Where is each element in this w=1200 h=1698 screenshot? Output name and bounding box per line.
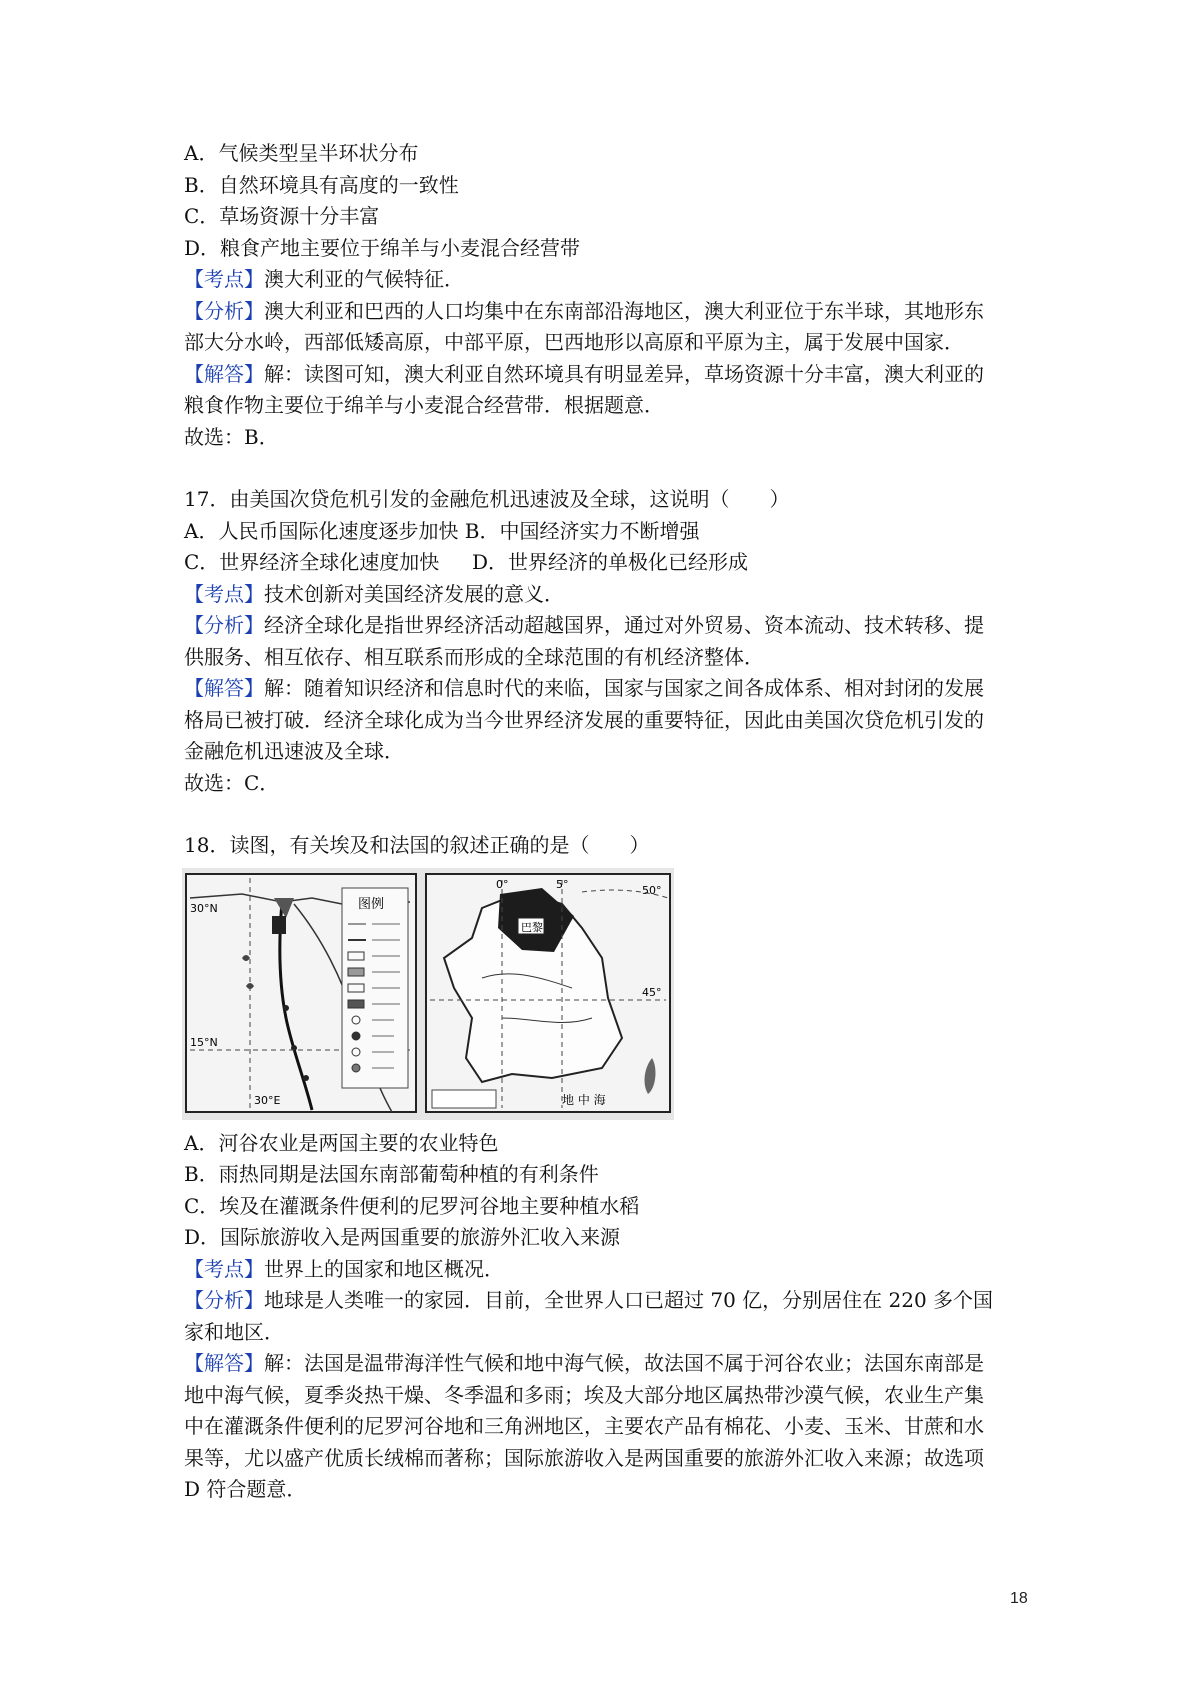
kaodian-tag: 【考点】 — [184, 267, 264, 291]
q16-jieda-cont: 粮食作物主要位于绵羊与小麦混合经营带．根据题意． — [184, 393, 664, 417]
jieda-tag: 【解答】 — [184, 676, 264, 700]
fenxi-text: 澳大利亚和巴西的人口均集中在东南部沿海地区，澳大利亚位于东半球，其地形东 — [264, 298, 984, 323]
q17-jieda-cont-2: 金融危机迅速波及全球． — [184, 739, 404, 763]
q16-jieda — [184, 359, 1064, 391]
france-map — [426, 874, 670, 1112]
q17-kaodian — [184, 579, 1064, 611]
q16-kaodian — [184, 264, 1064, 296]
jieda-text: 解：法国是温带海洋性气候和地中海气候，故法国不属于河谷农业；法国东南部是 — [264, 1351, 984, 1375]
q18-option-d: D．国际旅游收入是两国重要的旅游外汇收入来源 — [184, 1225, 621, 1249]
kaodian-text: 世界上的国家和地区概况． — [264, 1256, 504, 1281]
q16-fenxi-cont: 部大分水岭，西部低矮高原，中部平原，巴西地形以高原和平原为主，属于发展中国家． — [184, 330, 964, 354]
q17-options-ab: A．人民币国际化速度逐步加快 B．中国经济实力不断增强 — [184, 518, 700, 543]
map-image — [182, 868, 674, 1120]
q17-jieda — [184, 673, 1064, 705]
q18-option-c: C．埃及在灌溉条件便利的尼罗河谷地主要种植水稻 — [184, 1193, 640, 1218]
jieda-tag: 【解答】 — [184, 361, 264, 386]
mediterranean-label: 地 中 海 — [562, 1092, 606, 1107]
kaodian-tag: 【考点】 — [184, 581, 264, 606]
legend-title: 图例 — [358, 896, 385, 912]
lon-5-label: 5° — [556, 877, 569, 891]
q18-option-a: A．河谷农业是两国主要的农业特色 — [184, 1130, 499, 1155]
q18-kaodian — [184, 1254, 1064, 1286]
page-number: 18 — [1010, 1590, 1028, 1607]
lon-0-label: 0° — [496, 877, 509, 891]
lon-30e-label: 30°E — [254, 1093, 281, 1107]
q17-fenxi-cont: 供服务、相互依存、相互联系而形成的全球范围的有机经济整体． — [184, 644, 764, 669]
q17-options-cd: C．世界经济全球化速度加快 D．世界经济的单极化已经形成 — [184, 550, 749, 574]
q17-jieda-cont-1: 格局已被打破．经济全球化成为当今世界经济发展的重要特征，因此由美国次贷危机引发的 — [184, 707, 984, 732]
q18-fenxi — [184, 1285, 1064, 1317]
lat-50-label: 50° — [642, 883, 662, 897]
q18-jieda-cont-4: D 符合题意． — [184, 1477, 307, 1501]
q17-stem: 17．由美国次贷危机引发的金融危机迅速波及全球，这说明（ ） — [184, 487, 790, 511]
jieda-tag: 【解答】 — [184, 1351, 264, 1375]
q17-fenxi — [184, 610, 1064, 642]
fenxi-tag: 【分析】 — [184, 1288, 264, 1312]
egypt-france-map-figure — [182, 868, 674, 1120]
lat-30n-label: 30°N — [190, 901, 218, 915]
q16-answer: 故选：B． — [184, 424, 279, 449]
q17-answer: 故选：C． — [184, 770, 280, 795]
kaodian-tag: 【考点】 — [184, 1256, 264, 1281]
fenxi-tag: 【分析】 — [184, 613, 264, 637]
jieda-text: 解：随着知识经济和信息时代的来临，国家与国家之间各成体系、相对封闭的发展 — [264, 676, 984, 700]
document-body — [184, 138, 1064, 1506]
egypt-map — [186, 874, 416, 1112]
q16-option-c: C．草场资源十分丰富 — [184, 204, 380, 228]
paris-label: 巴黎 — [521, 920, 543, 934]
fenxi-text: 经济全球化是指世界经济活动超越国界，通过对外贸易、资本流动、技术转移、提 — [264, 613, 984, 637]
kaodian-text: 技术创新对美国经济发展的意义． — [264, 581, 564, 606]
jieda-text: 解：读图可知，澳大利亚自然环境具有明显差异，草场资源十分丰富，澳大利亚的 — [264, 361, 984, 386]
fenxi-tag: 【分析】 — [184, 298, 264, 323]
q18-jieda-cont-3: 果等，尤以盛产优质长绒棉而著称；国际旅游收入是两国重要的旅游外汇收入来源；故选项 — [184, 1445, 984, 1470]
q18-stem: 18．读图，有关埃及和法国的叙述正确的是（ ） — [184, 833, 650, 857]
lat-45-label: 45° — [642, 985, 662, 999]
q16-option-b: B．自然环境具有高度的一致性 — [184, 172, 459, 197]
q16-option-d: D．粮食产地主要位于绵羊与小麦混合经营带 — [184, 235, 581, 260]
kaodian-text: 澳大利亚的气候特征． — [264, 267, 464, 291]
lat-15n-label: 15°N — [190, 1035, 218, 1049]
q18-jieda — [184, 1348, 1064, 1380]
fenxi-text: 地球是人类唯一的家园．目前，全世界人口已超过 70 亿，分别居住在 220 多个国 — [264, 1288, 994, 1312]
q18-option-b: B．雨热同期是法国东南部葡萄种植的有利条件 — [184, 1162, 599, 1186]
q18-fenxi-cont: 家和地区． — [184, 1319, 284, 1344]
q16-fenxi — [184, 296, 1064, 328]
q16-option-a: A．气候类型呈半环状分布 — [184, 141, 419, 165]
q18-jieda-cont-1: 地中海气候，夏季炎热干燥、冬季温和多雨；埃及大部分地区属热带沙漠气候，农业生产集 — [184, 1382, 984, 1407]
q18-jieda-cont-2: 中在灌溉条件便利的尼罗河谷地和三角洲地区，主要农产品有棉花、小麦、玉米、甘蔗和水 — [184, 1414, 984, 1438]
